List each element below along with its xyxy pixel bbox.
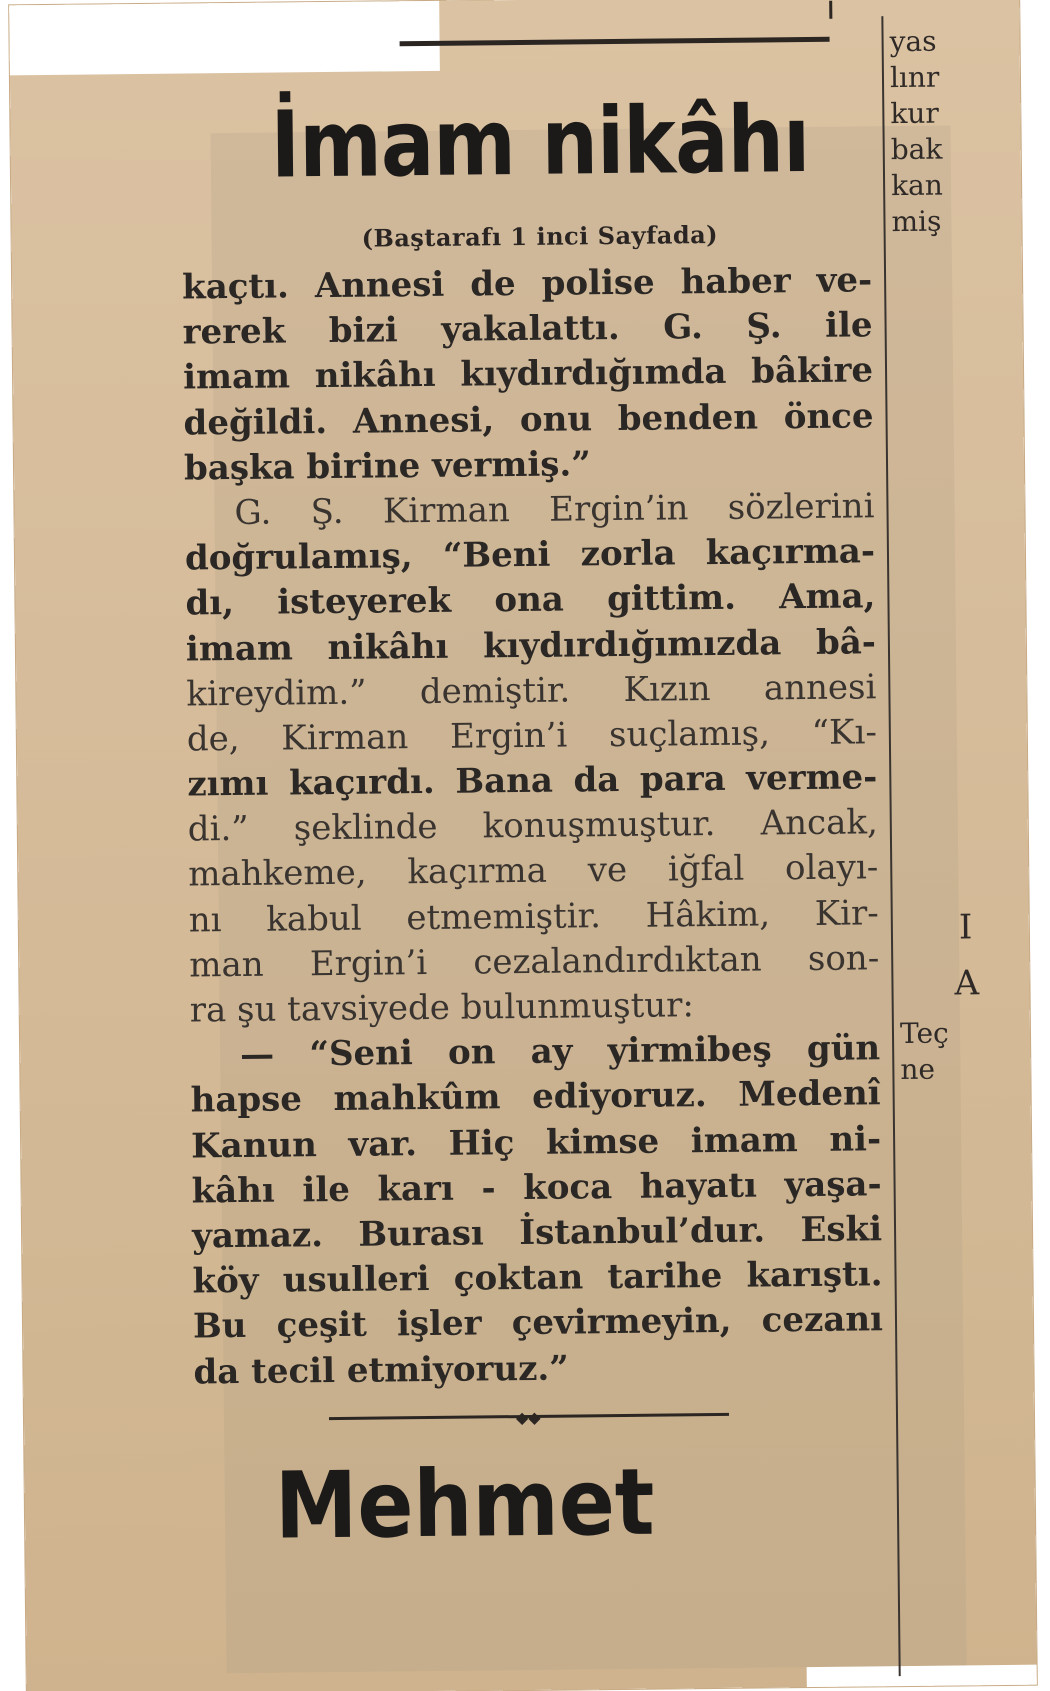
fragment: ne	[900, 1052, 936, 1087]
body-line: rerek bizi yakalattı. G. Ş. ile	[182, 305, 873, 353]
body-line: dı, isteyerek ona gittim. Ama,	[185, 576, 876, 624]
body-line: köy usulleri çoktan tarihe karıştı.	[192, 1254, 883, 1302]
fragment: lınr	[889, 60, 940, 95]
adjacent-column-fragments	[889, 24, 943, 241]
body-line: zımı kaçırdı. Bana da para verme-	[187, 757, 878, 805]
body-line: kâhı ile karı - koca hayatı yaşa-	[191, 1164, 882, 1212]
adjacent-column-lower-fragments	[900, 1016, 950, 1089]
body-line: başka birine vermiş.”	[183, 444, 592, 489]
next-article-headline: Mehmet	[274, 1448, 655, 1560]
top-rule	[400, 37, 830, 47]
body-line: Kanun var. Hiç kimse imam ni-	[190, 1118, 882, 1167]
fragment: Teç	[899, 1016, 949, 1051]
fragment: bak	[890, 132, 943, 167]
adjacent-letter: A	[954, 963, 980, 1004]
top-dash	[829, 1, 832, 19]
body-line: G. Ş. Kirman Ergin’in sözlerini	[234, 486, 875, 533]
body-line: de, Kirman Ergin’i suçlamış, “Kı-	[186, 712, 878, 760]
article-headline: İmam nikâhı	[270, 85, 810, 199]
body-line: Bu çeşit işler çevirmeyin, cezanı	[192, 1299, 884, 1347]
body-line: ra şu tavsiyede bulunmuştur:	[189, 985, 695, 1031]
fragment: yas	[889, 24, 937, 59]
torn-corner-bottom	[807, 1664, 1037, 1691]
body-line: değildi. Annesi, onu benden önce	[183, 395, 874, 444]
newspaper-clipping	[9, 0, 1037, 1691]
adjacent-letter: I	[958, 907, 973, 948]
body-line: hapse mahkûm ediyoruz. Medenî	[190, 1073, 881, 1121]
body-line: kireydim.” demiştir. Kızın annesi	[186, 666, 877, 715]
torn-corner	[9, 0, 440, 76]
ornament-icon: ◆◆	[515, 1407, 541, 1428]
body-line: kaçtı. Annesi de polise haber ve-	[181, 260, 873, 308]
body-line: doğrulamış, “Beni zorla kaçırma-	[184, 531, 876, 579]
fragment: kur	[890, 96, 939, 131]
fragment: miş	[891, 204, 942, 239]
body-line: imam nikâhı kıydırdığımda bâkire	[182, 350, 874, 398]
fragment: kan	[890, 168, 943, 203]
body-line: man Ergin’i cezalandırdıktan son-	[189, 938, 880, 986]
article-continuation-note: (Baştarafı 1 inci Sayfada)	[361, 219, 719, 253]
article-body	[182, 258, 884, 1395]
body-line: yamaz. Burası İstanbul’dur. Eski	[191, 1209, 883, 1257]
body-line: imam nikâhı kıydırdığımızda bâ-	[185, 621, 877, 670]
body-line: — “Seni on ay yirmibeş gün	[239, 1028, 881, 1076]
body-line: nı kabul etmemiştir. Hâkim, Kir-	[188, 892, 879, 941]
body-line: da tecil etmiyoruz.”	[193, 1348, 570, 1392]
body-line: di.” şeklinde konuşmuştur. Ancak,	[187, 802, 878, 850]
body-line: mahkeme, kaçırma ve iğfal olayı-	[188, 847, 879, 895]
